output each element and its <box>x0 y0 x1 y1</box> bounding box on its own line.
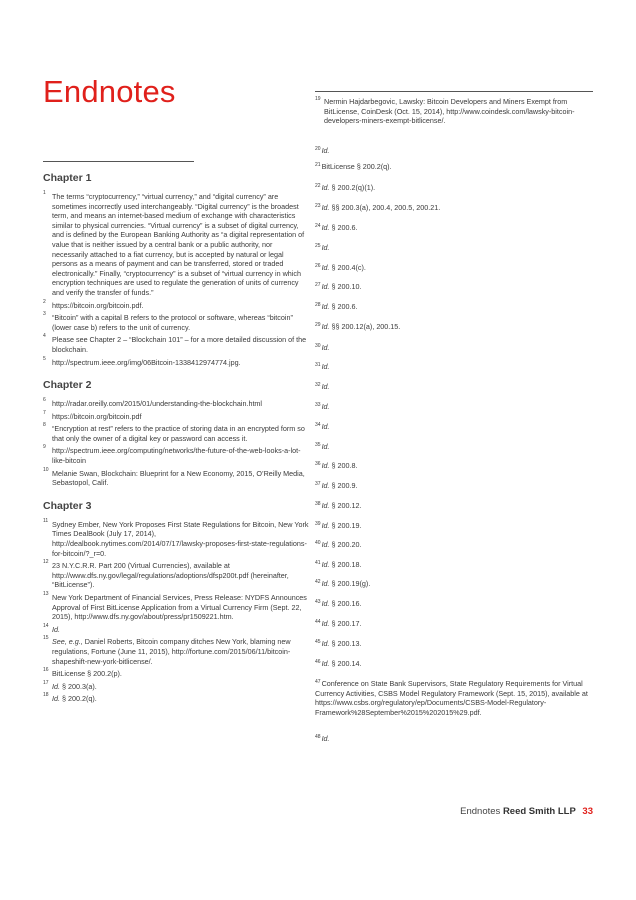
endnote-text: Id. § 200.17. <box>321 619 362 628</box>
endnote-item <box>315 598 595 609</box>
endnote-number: 10 <box>43 466 49 473</box>
endnote-text: Please see Chapter 2 – “Blockchain 101” – for a more detailed discussion of the blockchain. <box>52 335 307 354</box>
endnote-item <box>315 733 595 744</box>
endnote-item <box>315 342 595 353</box>
endnote-number: 22 <box>315 183 321 189</box>
endnote-number: 23 <box>315 203 321 209</box>
endnote-number: 17 <box>43 679 49 686</box>
endnote-number: 43 <box>315 599 321 605</box>
endnote-number: 33 <box>315 402 321 408</box>
endnote-number: 5 <box>43 355 46 362</box>
endnote-item <box>315 202 595 213</box>
endnote-item <box>315 222 595 233</box>
endnote-number: 4 <box>43 333 46 340</box>
endnote-number: 13 <box>43 591 49 597</box>
endnote-number: 8 <box>43 422 46 429</box>
right-column-rule <box>315 91 593 92</box>
endnote-text: http://spectrum.ieee.org/computing/networks/the-future-of-the-web-looks-a-lot-like-bitcoin <box>52 446 301 466</box>
endnote-item <box>43 298 310 311</box>
endnote-text: Id. § 200.20. <box>321 540 362 549</box>
left-title-rule <box>43 161 194 162</box>
endnote-text: “Encryption at rest” refers to the practice of storing data in an encrypted form so that only the owner of a digital key or password can access it. <box>52 424 305 443</box>
endnote-item <box>315 281 595 292</box>
endnote-text: 23 N.Y.C.R.R. Part 200 (Virtual Currencies), available at http://www.dfs.ny.gov/legal/regulations/adoptions/dfsp200t.pdf (hereinafter, “BitLicense”). <box>52 561 289 590</box>
endnote-item <box>43 446 310 465</box>
endnote-item <box>43 399 310 409</box>
endnote-item <box>315 441 595 452</box>
endnote-number: 44 <box>315 619 321 625</box>
endnote-item <box>315 618 595 629</box>
endnote-text: Id. § 200.19(g). <box>321 579 371 588</box>
endnote-item <box>43 192 310 298</box>
endnote-item <box>315 321 595 332</box>
endnote-item <box>315 500 595 511</box>
endnote-number: 11 <box>43 517 49 524</box>
endnote-item <box>43 694 310 704</box>
endnote-text: Id. § 200.19. <box>321 521 362 530</box>
endnote-item <box>315 262 595 273</box>
endnote-text: Id. <box>321 343 330 352</box>
endnote-item <box>43 355 310 368</box>
endnote-text: BitLicense § 200.2(p). <box>52 669 122 679</box>
endnote-text: BitLicense § 200.2(q). <box>321 162 392 171</box>
endnote-item <box>315 401 595 412</box>
endnote-text: Id. § 200.6. <box>321 223 358 232</box>
endnote-text: See, e.g., Daniel Roberts, Bitcoin company ditches New York, blaming new regulations, Fortune (June 11, 2015), http://fortune.com/2015/06/11/bitcoin-shapeshift-new-york-bitlicense/. <box>52 637 291 666</box>
endnote-number: 3 <box>43 311 46 318</box>
endnote-number: 7 <box>43 409 46 416</box>
endnote-text: Id. § 200.6. <box>321 302 358 311</box>
footer-section: Endnotes <box>460 806 501 817</box>
endnote-item <box>43 637 310 666</box>
chapter-1-notes <box>43 192 310 367</box>
endnote-text: Id. § 200.4(c). <box>321 263 366 272</box>
endnote-item <box>315 578 595 589</box>
endnote-number: 26 <box>315 263 321 269</box>
endnote-number: 39 <box>315 521 321 527</box>
endnote-number: 24 <box>315 223 321 229</box>
endnote-number: 29 <box>315 322 321 328</box>
endnote-number: 16 <box>43 667 49 674</box>
endnote-item <box>315 559 595 570</box>
endnote-number: 15 <box>43 635 49 642</box>
endnote-text: Id. §§ 200.3(a), 200.4, 200.5, 200.21. <box>321 203 441 212</box>
page-number: 33 <box>582 806 593 817</box>
endnote-item <box>315 421 595 432</box>
endnote-item <box>315 658 595 669</box>
endnote-item <box>43 622 310 635</box>
endnote-number: 36 <box>315 461 321 467</box>
endnote-text: New York Department of Financial Services, Press Release: NYDFS Announces Approval of First BitLicense Application from a Virtual Currency Firm (Sept. 22, 2015), http://www.dfs.ny.gov/about/press/pr1509221.htm. <box>52 593 307 622</box>
endnote-text: Id. § 200.12. <box>321 501 362 510</box>
endnote-number: 34 <box>315 422 321 428</box>
endnote-number: 27 <box>315 282 321 288</box>
endnote-item <box>315 182 595 193</box>
left-column <box>43 172 310 707</box>
chapter-3-heading: Chapter 3 <box>43 499 92 512</box>
endnote-text: Id. § 200.2(q). <box>52 694 97 704</box>
endnote-number: 14 <box>43 622 49 629</box>
endnote-number: 1 <box>43 190 46 196</box>
endnote-item <box>315 539 595 550</box>
endnote-item <box>315 460 595 471</box>
endnote-number: 37 <box>315 481 321 487</box>
endnote-text: Id. § 200.13. <box>321 639 362 648</box>
endnote-item <box>315 242 595 253</box>
endnote-text: Conference on State Bank Supervisors, State Regulatory Requirements for Virtual Currency Activities, CSBS Model Regulatory Framework (Sept. 15, 2015), available at https://www.csbs.org/regulatory/ep/Documents/CSBS-Model-Regulatory-Framework%28September%2015%202015%29.pdf. <box>315 679 588 717</box>
endnote-item <box>315 678 595 717</box>
endnote-text: Id. <box>321 146 330 155</box>
endnote-item <box>43 409 310 422</box>
endnote-item <box>43 517 310 558</box>
endnote-text: Id. <box>321 402 330 411</box>
chapter-3-notes <box>43 517 310 704</box>
endnote-item <box>43 335 310 354</box>
endnote-text: https://bitcoin.org/bitcoin.pdf <box>52 411 142 421</box>
endnote-text: http://spectrum.ieee.org/img/06Bitcoin-1338412974774.jpg. <box>52 357 241 367</box>
endnote-number: 28 <box>315 302 321 308</box>
endnote-number: 40 <box>315 540 321 546</box>
endnote-text: Id. <box>52 624 60 634</box>
endnote-number: 25 <box>315 243 321 249</box>
endnote-text: Id. §§ 200.12(a), 200.15. <box>321 322 401 331</box>
footer-brand: Reed Smith LLP <box>502 806 576 817</box>
endnote-number: 47 <box>315 679 321 685</box>
endnote-number: 48 <box>315 734 321 740</box>
endnote-text: Sydney Ember, New York Proposes First State Regulations for Bitcoin, New York Times DealBook (July 17, 2014), http://dealbook.nytimes.com/2014/07/17/lawsky-proposes-first-state-regulations-for-bitcoin/?_r=0. <box>52 519 309 558</box>
endnote-number: 19 <box>315 96 321 102</box>
endnote-item <box>315 361 595 372</box>
endnote-item <box>315 145 595 156</box>
chapter-2-heading: Chapter 2 <box>43 379 92 392</box>
endnote-text: Id. <box>321 422 330 431</box>
endnote-number: 30 <box>315 343 321 349</box>
page-footer <box>460 806 593 817</box>
endnote-text: http://radar.oreilly.com/2015/01/understanding-the-blockchain.html <box>52 399 263 409</box>
endnote-item <box>43 466 310 488</box>
endnote-item <box>315 301 595 312</box>
endnote-item <box>315 480 595 491</box>
endnote-text: Id. § 200.18. <box>321 560 362 569</box>
endnote-text: Id. § 200.3(a). <box>52 681 97 691</box>
endnote-number: 42 <box>315 579 321 585</box>
endnote-number: 41 <box>315 560 321 566</box>
endnote-text: Id. <box>321 442 330 451</box>
endnote-item <box>43 313 310 332</box>
endnote-text: Id. § 200.10. <box>321 282 362 291</box>
endnote-number: 9 <box>43 444 46 451</box>
endnote-text: Id. § 200.2(q)(1). <box>321 183 376 192</box>
endnote-item <box>43 593 310 622</box>
endnote-item <box>43 424 310 443</box>
endnote-text: Id. <box>321 382 330 391</box>
endnote-text: Id. <box>321 734 330 743</box>
endnote-number: 45 <box>315 639 321 645</box>
endnote-text: Id. § 200.14. <box>321 659 362 668</box>
endnote-number: 32 <box>315 382 321 388</box>
endnote-item <box>315 381 595 392</box>
page-title: Endnotes <box>43 74 176 109</box>
endnote-text: Nermin Hajdarbegovic, Lawsky: Bitcoin Developers and Miners Exempt from BitLicense, CoinDesk (Oct. 15, 2014), http://www.coindesk.com/lawsky-bitcoin-developers-miners-exempt-bitlicense/. <box>324 97 575 126</box>
endnote-text: https://bitcoin.org/bitcoin.pdf. <box>52 300 144 310</box>
endnote-number: 18 <box>43 692 49 699</box>
endnote-number: 20 <box>315 146 321 152</box>
endnote-item <box>43 561 310 590</box>
endnote-item <box>315 97 595 126</box>
endnote-number: 12 <box>43 559 49 566</box>
endnote-text: Id. <box>321 243 330 252</box>
endnote-text: “Bitcoin” with a capital B refers to the protocol or software, whereas “bitcoin” (lower case b) refers to the unit of currency. <box>52 313 293 332</box>
endnote-text: The terms “cryptocurrency,” “virtual currency,” and “digital currency” are sometimes incorrectly used interchangeably. “Digital currency” is the broadest term, and means an internet-based medium of exchange with characteristics similar to physical currencies. “Virtual currency” is a subset of digital currency, and is defined by the European Banking Authority as “a digital representation of value that is neither issued by a central bank or a public authority, nor necessarily attached to a fiat currency, but is accepted by natural or legal persons as a means of payment and can be transferred, stored or traded electronically.” Finally, “cryptocurrency” is a subset of “virtual currency in which encryption techniques are used to regulate the generation of units of currency and verify the transfer of funds.” <box>52 192 305 297</box>
endnote-number: 35 <box>315 442 321 448</box>
endnote-text: Id. § 200.16. <box>321 599 362 608</box>
endnote-text: Melanie Swan, Blockchain: Blueprint for a New Economy, 2015, O’Reilly Media, Sebastopol, Calif. <box>52 468 305 488</box>
chapter-1-heading: Chapter 1 <box>43 172 92 184</box>
endnote-item <box>43 669 310 679</box>
endnote-number: 46 <box>315 659 321 665</box>
endnote-number: 6 <box>43 397 46 404</box>
endnote-item <box>315 638 595 649</box>
endnote-number: 38 <box>315 501 321 507</box>
endnote-text: Id. § 200.8. <box>321 461 358 470</box>
endnote-item <box>315 520 595 531</box>
endnote-item <box>315 161 595 172</box>
endnote-item <box>43 679 310 692</box>
endnote-text: Id. § 200.9. <box>321 481 358 490</box>
endnote-text: Id. <box>321 362 330 371</box>
endnote-number: 31 <box>315 362 321 368</box>
endnote-number: 2 <box>43 298 46 305</box>
chapter-2-notes <box>43 399 310 488</box>
endnote-number: 21 <box>315 162 321 168</box>
